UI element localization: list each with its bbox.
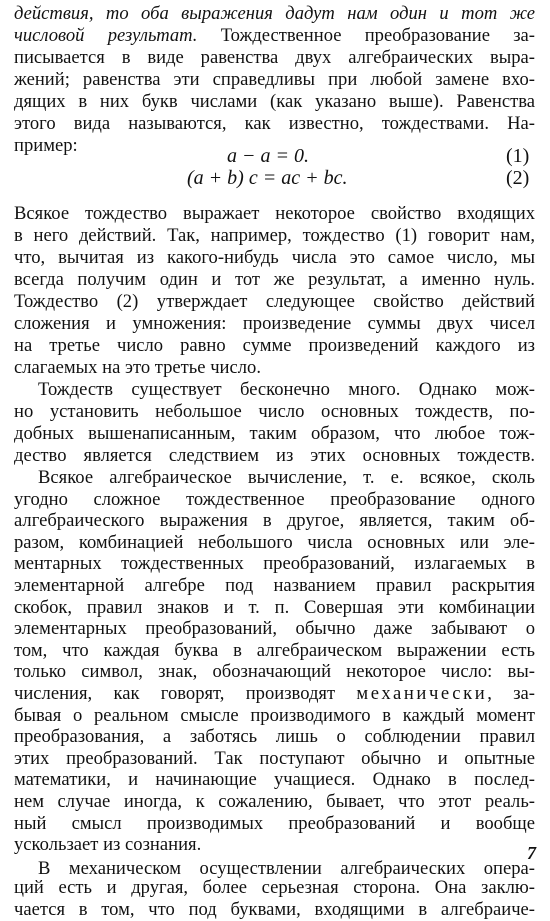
- text-line: действия, то оба выражения дадут нам один и тот же: [14, 3, 535, 24]
- text-line: слагаемых на это третье число.: [14, 357, 261, 378]
- text-line: нем случае иногда, к сожалению, бывает, что этот реаль-: [14, 791, 535, 812]
- text-line: в него действий. Так, например, тождество (1) говорит нам,: [14, 225, 535, 246]
- text-line: дящих в них букв числами (как указано выше). Равенства: [14, 91, 535, 112]
- text-line: этого вида называются, как известно, тождествами. На-: [14, 113, 535, 134]
- text-line: элементарной алгебре под названием правил раскрытия: [14, 575, 535, 596]
- text-line: жений; равенства эти справедливы при любой замене вхо-: [14, 69, 535, 90]
- text-line: [14, 25, 535, 47]
- line-text: Тождественное преобразование за-: [197, 25, 536, 46]
- page-number: 7: [527, 843, 536, 863]
- text-line: что, вычитая из какого-нибудь числа это самое число, мы: [14, 247, 535, 268]
- text-line: ускользает из сознания.: [14, 834, 202, 855]
- emphasis-text: числовой результат.: [14, 25, 198, 46]
- text-line: том, что каждая буква в алгебраическом выражении есть: [14, 640, 535, 661]
- text-line: этих преобразований. Так поступают обычно и опытные: [14, 748, 535, 769]
- text-line: угодно сложное тождественное преобразование одного: [14, 489, 535, 510]
- text-line: сложения и умножения: произведение суммы двух чисел: [14, 313, 535, 334]
- text-line: [14, 683, 535, 705]
- text-line: но установить небольшое число основных тождеств, по-: [14, 401, 535, 422]
- text-line: чается в том, что под буквами, входящими в алгебраиче-: [14, 899, 535, 920]
- text-line: Тождество (2) утверждает следующее свойство действий: [14, 291, 535, 312]
- formula-2-number: (2): [506, 167, 530, 189]
- text-line: математики, и начинающие учащиеся. Однако в послед-: [14, 769, 535, 790]
- formula-1: a − a = 0.: [227, 145, 309, 167]
- text-line: пример:: [14, 135, 78, 156]
- text-line: ментарных тождественных преобразований, излагаемых в: [14, 553, 535, 574]
- text-line: В механическом осуществлении алгебраических опера-: [38, 858, 535, 879]
- text-line: на третье число равно сумме произведений каждого из: [14, 335, 535, 356]
- spaced-emphasis-text: механически: [356, 683, 488, 704]
- text-line: всегда получим один и тот же результат, а именно нуль.: [14, 269, 535, 290]
- text-line: ций есть и другая, более серьезная сторона. Она заклю-: [14, 877, 535, 898]
- text-line: Тождеств существует бесконечно много. Однако мож-: [38, 379, 535, 400]
- text-line: дество является следствием из этих основных тождеств.: [14, 445, 535, 466]
- text-line: только символ, знак, обозначающий некоторое число: вы-: [14, 661, 535, 682]
- text-line: элементарных преобразований, обычно даже забывают о: [14, 618, 535, 639]
- text-line: алгебраического выражения в другое, является, таким об-: [14, 510, 535, 531]
- text-line: Всякое алгебраическое вычисление, т. е. всякое, сколь: [38, 467, 535, 488]
- line-text: , за-: [487, 683, 535, 704]
- text-line: Всякое тождество выражает некоторое свойство входящих: [14, 203, 535, 224]
- text-line: разом, комбинацией небольшого числа основных или эле-: [14, 532, 535, 553]
- text-line: писывается в виде равенства двух алгебраических выра-: [14, 47, 535, 68]
- formula-2: (a + b) c = ac + bc.: [187, 167, 348, 189]
- line-text: числения, как говорят, производят: [14, 683, 357, 704]
- text-line: бывая о реальном смысле производимого в каждый момент: [14, 705, 535, 726]
- text-line: преобразования, а заботясь лишь о соблюдении правил: [14, 726, 535, 747]
- text-line: ный смысл производимых преобразований и вообще: [14, 813, 535, 834]
- formula-1-number: (1): [506, 145, 530, 167]
- text-line: скобок, правил знаков и т. п. Совершая эти комбинации: [14, 597, 535, 618]
- text-line: добных вышенаписанным, таким образом, что любое тож-: [14, 423, 535, 444]
